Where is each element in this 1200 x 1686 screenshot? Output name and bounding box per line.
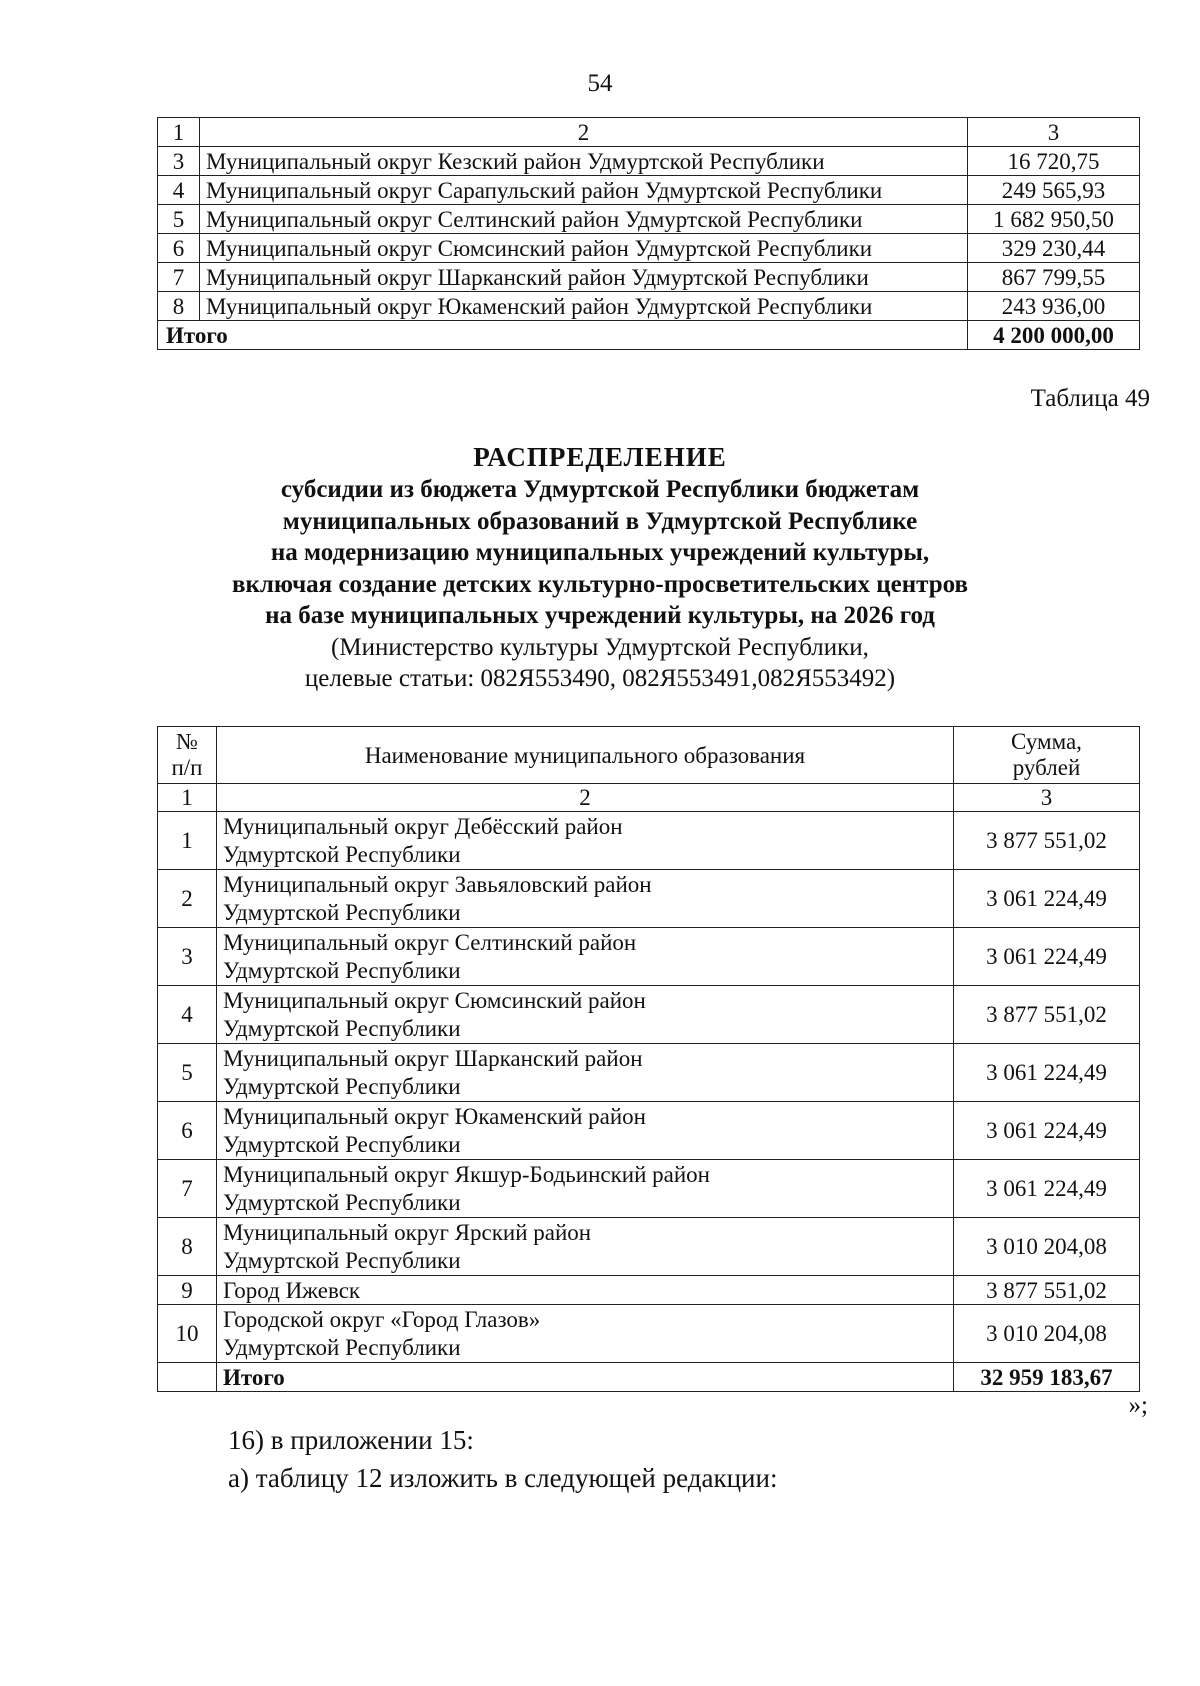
row-name-line: Муниципальный округ Сюмсинский район xyxy=(223,987,646,1013)
row-name xyxy=(217,1160,954,1218)
paragraph-instruction: а) таблицу 12 изложить в следующей редакции: xyxy=(228,1463,778,1493)
table-row xyxy=(158,263,1140,292)
title-line: на базе муниципальных учреждений культуры, на 2026 год xyxy=(265,602,935,629)
table-row xyxy=(158,1044,1140,1102)
table-row xyxy=(158,1160,1140,1218)
row-name xyxy=(217,986,954,1044)
row-name xyxy=(217,870,954,928)
title-ministry: (Министерство культуры Удмуртской Республики, xyxy=(331,633,869,661)
row-sum: 1 682 950,50 xyxy=(968,205,1140,234)
title-line: на модернизацию муниципальных учреждений культуры, xyxy=(270,539,930,566)
row-sum: 3 061 224,49 xyxy=(954,1160,1140,1218)
row-number: 7 xyxy=(158,263,200,292)
row-name-line: Удмуртской Республики xyxy=(223,1247,461,1273)
total-row xyxy=(158,321,1140,350)
row-number: 6 xyxy=(158,1102,217,1160)
row-name xyxy=(217,812,954,870)
header-text: Сумма, xyxy=(1011,729,1082,754)
table-row xyxy=(158,1276,1140,1305)
table-row xyxy=(158,147,1140,176)
row-name: Муниципальный округ Сарапульский район Удмуртской Республики xyxy=(200,176,968,205)
table-row xyxy=(158,986,1140,1044)
row-sum: 3 061 224,49 xyxy=(954,1044,1140,1102)
row-number: 8 xyxy=(158,292,200,321)
row-name-line: Муниципальный округ Шарканский район xyxy=(223,1045,643,1071)
numbering-cell: 1 xyxy=(158,784,217,812)
title-line: субсидии из бюджета Удмуртской Республики бюджетам xyxy=(280,476,920,503)
table-row xyxy=(158,812,1140,870)
row-name: Муниципальный округ Сюмсинский район Удмуртской Республики xyxy=(200,234,968,263)
total-value: 32 959 183,67 xyxy=(954,1363,1140,1392)
table-row xyxy=(158,870,1140,928)
row-name-line: Удмуртской Республики xyxy=(223,899,461,925)
header-number xyxy=(158,727,217,784)
table-row xyxy=(158,292,1140,321)
total-value: 4 200 000,00 xyxy=(968,321,1140,350)
row-name xyxy=(217,1102,954,1160)
table-48-continuation xyxy=(157,117,1140,350)
row-number: 9 xyxy=(158,1276,217,1305)
header-cell: 3 xyxy=(968,118,1140,147)
row-name-line: Муниципальный округ Дебёсский район xyxy=(223,813,623,839)
row-name-line: Удмуртской Республики xyxy=(223,1073,461,1099)
title-line: муниципальных образований в Удмуртской Республике xyxy=(282,507,918,535)
row-name-line: Удмуртской Республики xyxy=(223,1015,461,1041)
row-name-line: Удмуртской Республики xyxy=(223,1334,461,1360)
row-sum: 3 010 204,08 xyxy=(954,1218,1140,1276)
header-text: № xyxy=(176,729,198,754)
row-sum: 3 061 224,49 xyxy=(954,1102,1140,1160)
header-cell: 2 xyxy=(200,118,968,147)
total-empty xyxy=(158,1363,217,1392)
row-name-line: Удмуртской Республики xyxy=(223,841,461,867)
row-number: 3 xyxy=(158,928,217,986)
row-name-line: Удмуртской Республики xyxy=(223,1131,461,1157)
row-name-line: Муниципальный округ Юкаменский район xyxy=(223,1103,646,1129)
row-name-line: Городской округ «Город Глазов» xyxy=(223,1306,541,1332)
table-row xyxy=(158,1102,1140,1160)
row-name: Муниципальный округ Юкаменский район Удмуртской Республики xyxy=(200,292,968,321)
row-name-line: Муниципальный округ Ярский район xyxy=(223,1219,592,1245)
row-sum: 3 061 224,49 xyxy=(954,928,1140,986)
row-number: 5 xyxy=(158,1044,217,1102)
table-header-row xyxy=(158,118,1140,147)
document-title xyxy=(0,440,1200,695)
title-articles: целевые статьи: 082Я553490, 082Я553491,082Я553492) xyxy=(304,665,896,692)
row-name-line: Муниципальный округ Селтинский район xyxy=(223,929,637,955)
table-row xyxy=(158,1305,1140,1363)
row-name: Муниципальный округ Кезский район Удмуртской Республики xyxy=(200,147,968,176)
row-number: 2 xyxy=(158,870,217,928)
paragraph-appendix: 16) в приложении 15: xyxy=(228,1425,474,1455)
row-number: 4 xyxy=(158,176,200,205)
title-heading: РАСПРЕДЕЛЕНИЕ xyxy=(473,442,727,472)
table-row xyxy=(158,1218,1140,1276)
row-number: 6 xyxy=(158,234,200,263)
total-row xyxy=(158,1363,1140,1392)
header-text: п/п xyxy=(171,755,203,780)
row-sum: 16 720,75 xyxy=(968,147,1140,176)
row-number: 4 xyxy=(158,986,217,1044)
row-name: Город Ижевск xyxy=(217,1276,954,1305)
header-sum xyxy=(954,727,1140,784)
row-number: 1 xyxy=(158,812,217,870)
title-line: включая создание детских культурно-просветительских центров xyxy=(232,570,968,598)
row-sum: 3 010 204,08 xyxy=(954,1305,1140,1363)
closing-quote: »; xyxy=(1128,1392,1148,1419)
table-row xyxy=(158,928,1140,986)
page-number: 54 xyxy=(587,70,613,97)
row-name-line: Муниципальный округ Якшур-Бодьинский район xyxy=(223,1161,710,1187)
row-name xyxy=(217,1305,954,1363)
row-sum: 3 877 551,02 xyxy=(954,986,1140,1044)
numbering-cell: 3 xyxy=(954,784,1140,812)
row-name-line: Удмуртской Республики xyxy=(223,957,461,983)
row-sum: 3 061 224,49 xyxy=(954,870,1140,928)
row-sum: 243 936,00 xyxy=(968,292,1140,321)
row-number: 7 xyxy=(158,1160,217,1218)
row-number: 5 xyxy=(158,205,200,234)
numbering-cell: 2 xyxy=(217,784,954,812)
row-number: 3 xyxy=(158,147,200,176)
row-name xyxy=(217,1218,954,1276)
row-name: Муниципальный округ Селтинский район Удмуртской Республики xyxy=(200,205,968,234)
row-sum: 249 565,93 xyxy=(968,176,1140,205)
row-sum: 329 230,44 xyxy=(968,234,1140,263)
row-name xyxy=(217,1044,954,1102)
row-name: Муниципальный округ Шарканский район Удмуртской Республики xyxy=(200,263,968,292)
row-number: 10 xyxy=(158,1305,217,1363)
row-sum: 867 799,55 xyxy=(968,263,1140,292)
table-row xyxy=(158,234,1140,263)
row-name xyxy=(217,928,954,986)
row-sum: 3 877 551,02 xyxy=(954,812,1140,870)
table-49 xyxy=(157,726,1140,1392)
table-row xyxy=(158,205,1140,234)
row-name-line: Удмуртской Республики xyxy=(223,1189,461,1215)
numbering-row xyxy=(158,784,1140,812)
header-text: рублей xyxy=(1012,755,1081,780)
total-label: Итого xyxy=(217,1363,954,1392)
table-header-row xyxy=(158,727,1140,784)
table-label: Таблица 49 xyxy=(1030,385,1150,412)
row-number: 8 xyxy=(158,1218,217,1276)
table-row xyxy=(158,176,1140,205)
header-name: Наименование муниципального образования xyxy=(217,727,954,784)
total-label: Итого xyxy=(158,321,968,350)
header-cell: 1 xyxy=(158,118,200,147)
row-sum: 3 877 551,02 xyxy=(954,1276,1140,1305)
row-name-line: Муниципальный округ Завьяловский район xyxy=(223,871,652,897)
